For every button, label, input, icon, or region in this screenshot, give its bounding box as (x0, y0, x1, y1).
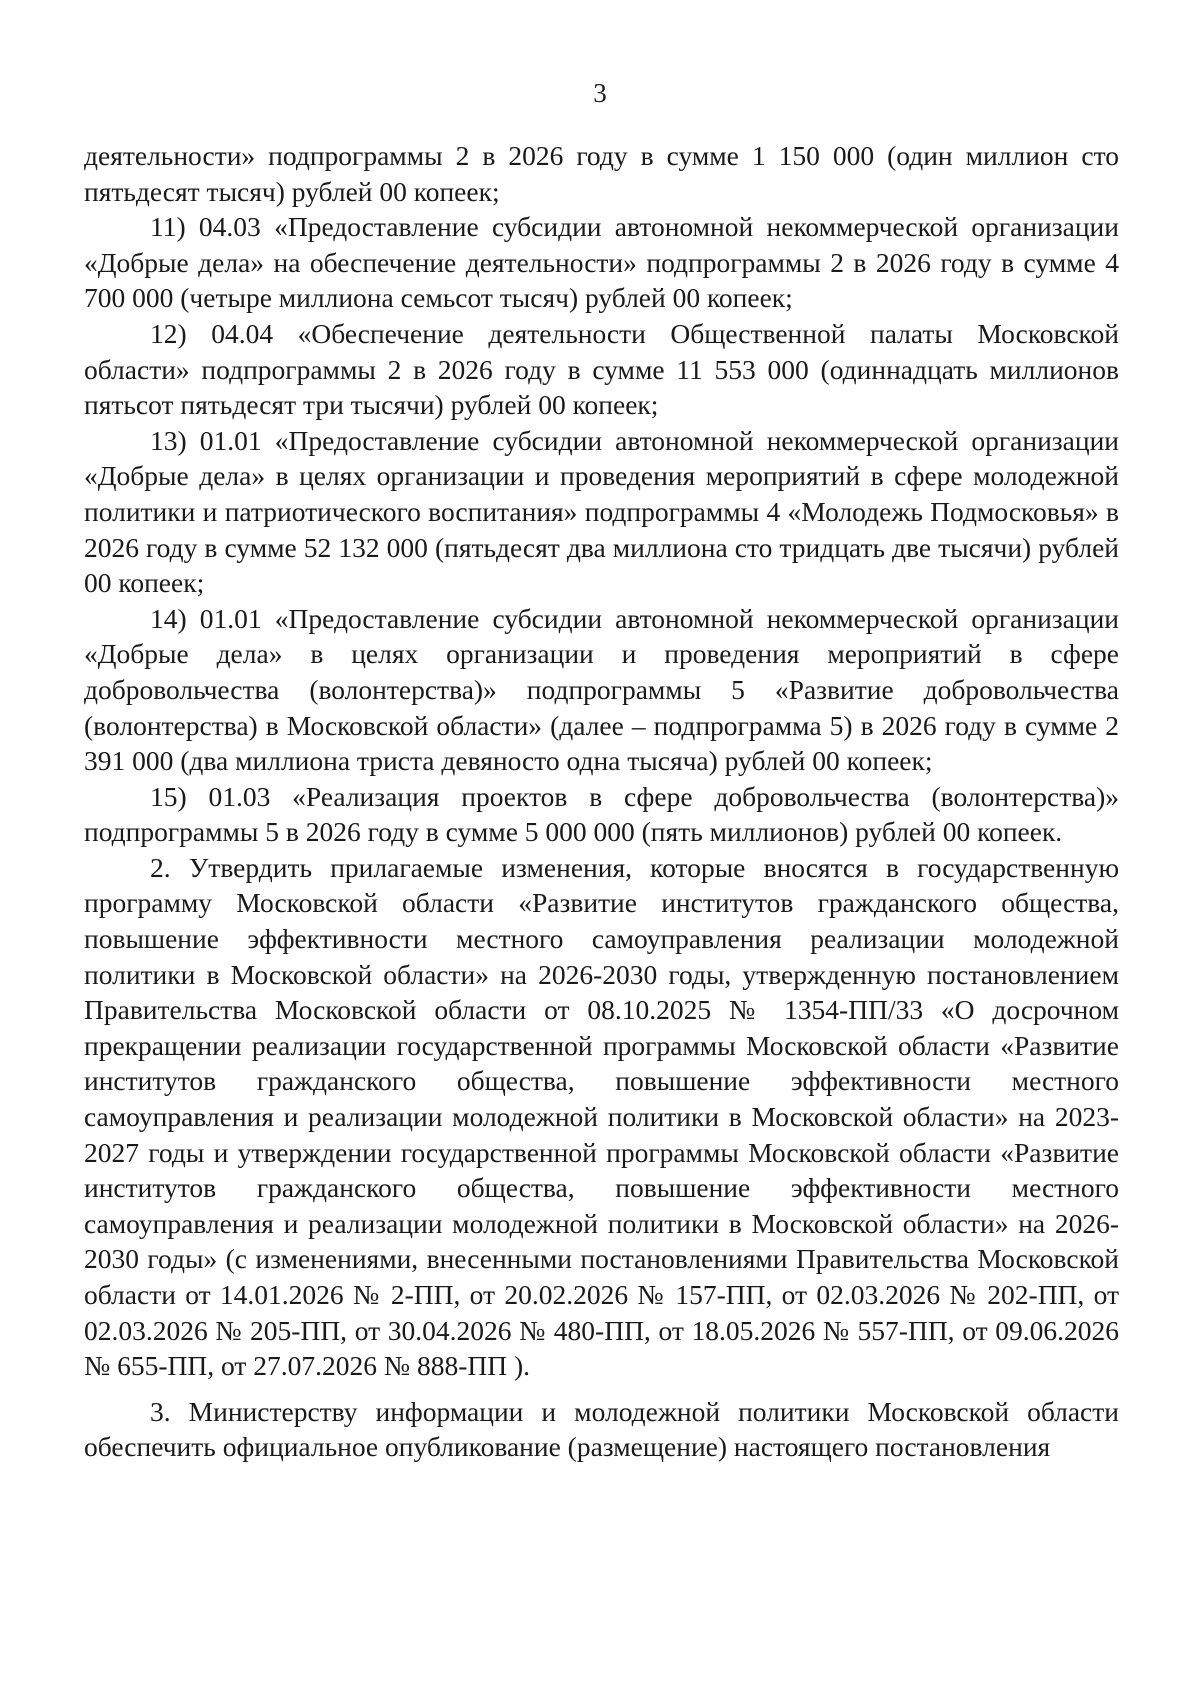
paragraph-item-11: 11) 04.03 «Предоставление субсидии автономной некоммерческой организации «Добрые дела» на обеспечение деятельности» подпрограммы 2 в 2026 году в сумме 4 700 000 (четыре миллиона семьсот тысяч) рублей 00 копеек; (84, 211, 1119, 314)
paragraph-item-15: 15) 01.03 «Реализация проектов в сфере добровольчества (волонтерства)» подпрограммы 5 в 2026 году в сумме 5 000 000 (пять миллионов) рублей 00 копеек. (84, 780, 1119, 848)
paragraph-point-3: 3. Министерству информации и молодежной политики Московской области обеспечить официальное опубликование (размещение) настоящего постановления (84, 1395, 1119, 1463)
paragraph-point-2: 2. Утвердить прилагаемые изменения, которые вносятся в государственную программу Московской области «Развитие институтов гражданского общества, повышение эффективности местного самоуправления реализации молодежной политики в Московской области» на 2026-2030 годы, утвержденную постановлением Правительства Московской области от 08.10.2025 № 1354-ПП/33 «О досрочном прекращении реализации государственной программы Московской области «Развитие институтов гражданского общества, повышение эффективности местного самоуправления и реализации молодежной политики в Московской области» на 2023-2027 годы и утверждении государственной программы Московской области «Развитие институтов гражданского общества, повышение эффективности местного самоуправления и реализации молодежной политики в Московской области» на 2026-2030 годы» (с изменениями, внесенными постановлениями Правительства Московской области от 14.01.2026 № 2-ПП, от 20.02.2026 № 157-ПП, от 02.03.2026 № 202-ПП, от 02.03.2026 № 205-ПП, от 30.04.2026 № 480-ПП, от 18.05.2026 № 557-ПП, от 09.06.2026 № 655-ПП, от 27.07.2026 № 888-ПП ). (84, 851, 1119, 1382)
paragraph-item-13: 13) 01.01 «Предоставление субсидии автономной некоммерческой организации «Добрые дела» в целях организации и проведения мероприятий в сфере молодежной политики и патриотического воспитания» подпрограммы 4 «Молодежь Подмосковья» в 2026 году в сумме 52 132 000 (пятьдесят два миллиона сто тридцать две тысячи) рублей 00 копеек; (84, 424, 1119, 599)
paragraph-item-14: 14) 01.01 «Предоставление субсидии автономной некоммерческой организации «Добрые дела» в целях организации и проведения мероприятий в сфере добровольчества (волонтерства)» подпрограммы 5 «Развитие добровольчества (волонтерства) в Московской области» (далее – подпрограмма 5) в 2026 году в сумме 2 391 000 (два миллиона триста девяносто одна тысяча) рублей 00 копеек; (84, 602, 1119, 777)
document-body (84, 138, 1119, 1465)
paragraph-item-12: 12) 04.04 «Обеспечение деятельности Общественной палаты Московской области» подпрограммы 2 в 2026 году в сумме 11 553 000 (одиннадцать миллионов пятьсот пятьдесят три тысячи) рублей 00 копеек; (84, 317, 1119, 421)
page-number: 3 (593, 78, 607, 108)
paragraph-continuation: деятельности» подпрограммы 2 в 2026 году в сумме 1 150 000 (один миллион сто пятьдесят тысяч) рублей 00 копеек; (84, 140, 1119, 207)
